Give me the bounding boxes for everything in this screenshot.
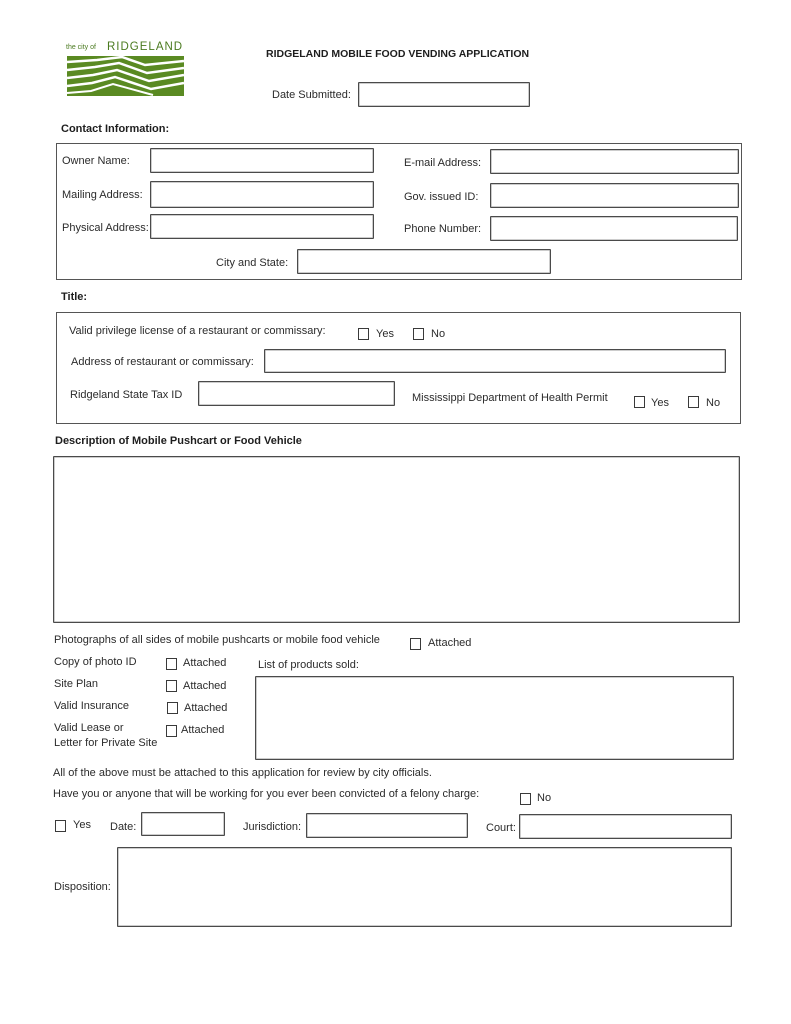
felony-no-label: No: [537, 792, 552, 804]
tax-id-label: Ridgeland State Tax ID: [70, 389, 183, 401]
court-label: Court:: [486, 822, 516, 834]
photographs-attached-label: Attached: [428, 637, 472, 649]
health-permit-yes-checkbox[interactable]: [634, 396, 645, 408]
jurisdiction-label: Jurisdiction:: [243, 821, 302, 833]
products-sold-textarea[interactable]: [255, 676, 734, 760]
felony-yes-checkbox[interactable]: [55, 820, 66, 832]
description-heading: Description of Mobile Pushcart or Food Vehicle: [55, 435, 302, 447]
mailing-address-field[interactable]: [150, 181, 374, 208]
ridgeland-wave-logo-icon: [67, 56, 184, 96]
privilege-license-label: Valid privilege license of a restaurant or commissary:: [69, 325, 326, 337]
privilege-license-no-label: No: [431, 328, 446, 340]
logo-brand-name: RIDGELAND: [107, 41, 184, 53]
disposition-textarea[interactable]: [117, 847, 732, 927]
title-heading: Title:: [61, 291, 88, 303]
jurisdiction-field[interactable]: [306, 813, 468, 838]
privilege-license-yes-label: Yes: [376, 328, 394, 340]
site-plan-attached-label: Attached: [183, 680, 227, 692]
date-submitted-field[interactable]: [358, 82, 530, 107]
email-label: E-mail Address:: [404, 157, 482, 169]
gov-id-label: Gov. issued ID:: [404, 191, 479, 203]
contact-heading: Contact Information:: [61, 123, 170, 135]
felony-yes-label: Yes: [73, 819, 91, 831]
felony-date-field[interactable]: [141, 812, 225, 836]
email-field[interactable]: [490, 149, 739, 174]
site-plan-label: Site Plan: [54, 678, 99, 690]
photographs-attached-checkbox[interactable]: [410, 638, 421, 650]
physical-address-field[interactable]: [150, 214, 374, 239]
phone-field[interactable]: [490, 216, 738, 241]
attachment-notice: All of the above must be attached to this application for review by city officials.: [53, 767, 432, 779]
lease-attached-label: Attached: [181, 724, 225, 736]
city-logo: [66, 41, 186, 97]
privilege-license-no-checkbox[interactable]: [413, 328, 424, 340]
felony-date-label: Date:: [110, 821, 137, 833]
physical-address-label: Physical Address:: [62, 222, 149, 234]
insurance-attached-checkbox[interactable]: [167, 702, 178, 714]
lease-attached-checkbox[interactable]: [166, 725, 177, 737]
photo-id-attached-checkbox[interactable]: [166, 658, 177, 670]
owner-name-label: Owner Name:: [62, 155, 130, 167]
insurance-label: Valid Insurance: [54, 700, 130, 712]
privilege-license-yes-checkbox[interactable]: [358, 328, 369, 340]
lease-label-line2: Letter for Private Site: [54, 737, 158, 749]
city-state-field[interactable]: [297, 249, 551, 274]
logo-prefix: the city of: [66, 44, 96, 51]
photographs-label: Photographs of all sides of mobile pushcarts or mobile food vehicle: [54, 634, 380, 646]
photo-id-label: Copy of photo ID: [54, 656, 137, 668]
site-plan-attached-checkbox[interactable]: [166, 680, 177, 692]
felony-question: Have you or anyone that will be working for you ever been convicted of a felony charge:: [53, 788, 480, 800]
date-submitted-label: Date Submitted:: [272, 89, 351, 101]
form-title: RIDGELAND MOBILE FOOD VENDING APPLICATION: [266, 48, 530, 60]
description-textarea[interactable]: [53, 456, 740, 623]
restaurant-address-label: Address of restaurant or commissary:: [71, 356, 254, 368]
gov-id-field[interactable]: [490, 183, 739, 208]
photo-id-attached-label: Attached: [183, 657, 227, 669]
tax-id-field[interactable]: [198, 381, 395, 406]
restaurant-address-field[interactable]: [264, 349, 726, 373]
health-permit-no-checkbox[interactable]: [688, 396, 699, 408]
health-permit-no-label: No: [706, 397, 721, 409]
lease-label-line1: Valid Lease or: [54, 722, 124, 734]
health-permit-label: Mississippi Department of Health Permit: [412, 392, 608, 404]
disposition-label: Disposition:: [54, 881, 111, 893]
city-state-label: City and State:: [216, 257, 289, 269]
phone-label: Phone Number:: [404, 223, 482, 235]
products-sold-label: List of products sold:: [258, 659, 359, 671]
owner-name-field[interactable]: [150, 148, 374, 173]
court-field[interactable]: [519, 814, 732, 839]
insurance-attached-label: Attached: [184, 702, 228, 714]
felony-no-checkbox[interactable]: [520, 793, 531, 805]
health-permit-yes-label: Yes: [651, 397, 669, 409]
mailing-address-label: Mailing Address:: [62, 189, 143, 201]
